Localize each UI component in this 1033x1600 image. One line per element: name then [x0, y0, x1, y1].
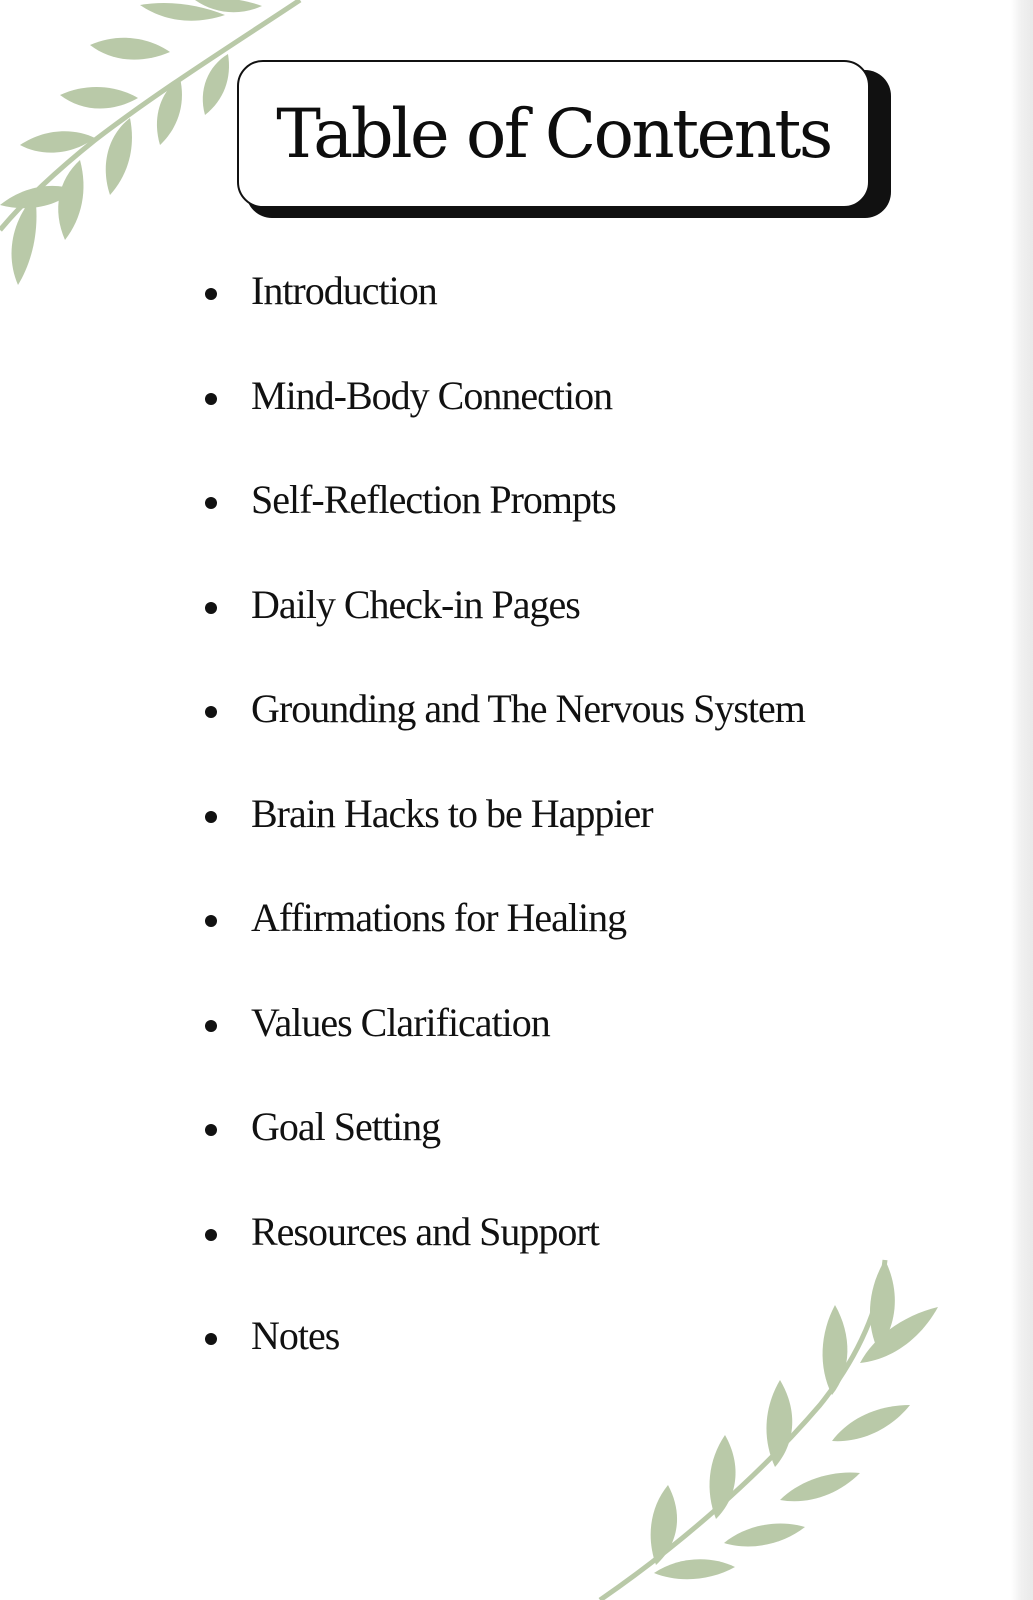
toc-item-label: Values Clarification — [251, 999, 550, 1045]
toc-item-introduction — [205, 266, 805, 371]
toc-item-notes — [205, 1311, 805, 1416]
toc-item-label: Brain Hacks to be Happier — [251, 790, 653, 836]
toc-item-mind-body-connection — [205, 371, 805, 476]
toc-item-values-clarification — [205, 998, 805, 1103]
toc-item-daily-check-in-pages — [205, 580, 805, 685]
toc-item-label: Affirmations for Healing — [251, 895, 627, 940]
toc-list — [205, 266, 805, 1416]
bullet-icon — [205, 811, 217, 823]
toc-item-label: Introduction — [251, 268, 437, 313]
toc-item-resources-and-support — [205, 1207, 805, 1312]
page-title: Table of Contents — [276, 95, 831, 173]
bullet-icon — [205, 1124, 217, 1136]
toc-item-goal-setting — [205, 1102, 805, 1207]
bullet-icon — [205, 602, 217, 614]
toc-item-label: Goal Setting — [251, 1104, 441, 1149]
toc-item-label: Self-Reflection Prompts — [251, 477, 616, 522]
bullet-icon — [205, 497, 217, 509]
toc-item-label: Resources and Support — [251, 1208, 599, 1254]
toc-item-self-reflection-prompts — [205, 475, 805, 580]
bullet-icon — [205, 288, 217, 300]
toc-item-label: Grounding and The Nervous System — [251, 686, 805, 731]
toc-item-label: Mind-Body Connection — [251, 372, 613, 418]
toc-item-grounding-nervous-system — [205, 684, 805, 789]
bullet-icon — [205, 915, 217, 927]
toc-item-brain-hacks — [205, 789, 805, 894]
bullet-icon — [205, 1229, 217, 1241]
title-box — [237, 60, 870, 208]
bullet-icon — [205, 1333, 217, 1345]
bullet-icon — [205, 1020, 217, 1032]
bullet-icon — [205, 706, 217, 718]
bullet-icon — [205, 393, 217, 405]
toc-item-label: Notes — [251, 1313, 340, 1358]
toc-item-label: Daily Check-in Pages — [251, 581, 580, 627]
page-edge-shadow — [1011, 0, 1033, 1600]
toc-item-affirmations-for-healing — [205, 893, 805, 998]
